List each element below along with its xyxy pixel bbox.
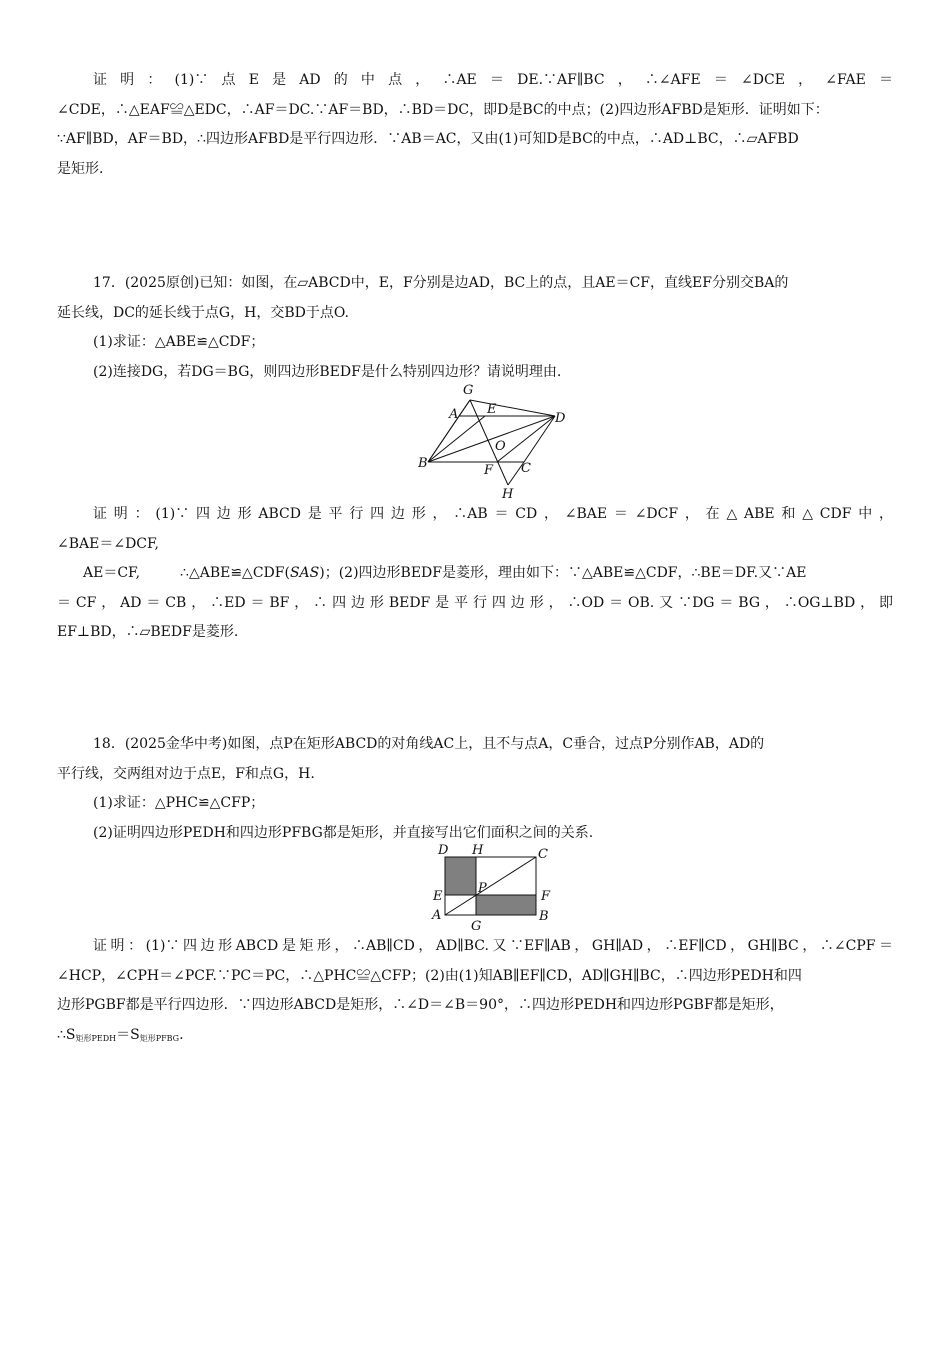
figure-18-label-g: G (471, 919, 482, 932)
solution-17 (57, 500, 893, 648)
solution-18-area-s1: ∴S (57, 1026, 76, 1043)
figure-18-label-c: C (538, 847, 548, 862)
solution-17-line-2: ∠BAE＝∠DCF, (57, 535, 159, 552)
figure-18-label-b: B (539, 909, 549, 924)
problem-18 (57, 730, 893, 848)
figure-17-label-d: D (555, 411, 566, 426)
figure-18-label-e: E (433, 889, 443, 904)
figure-18-label-d: D (438, 843, 449, 858)
solution-16-line-1: 证明：(1)∵点E是AD的中点，∴AE＝DE.∵AF∥BC，∴∠AFE＝∠DCE，∠FAE＝ (93, 72, 893, 88)
problem-17-line-2: 延长线，DC的延长线于点G，H，交BD于点O. (57, 304, 349, 321)
solution-17-line-3-text: ∴△ABE≌△CDF( (180, 565, 290, 581)
figure-18-shaded-rect-pedh (445, 857, 476, 895)
figure-17-label-o: O (495, 439, 506, 454)
figure-17-label-f: F (484, 463, 494, 478)
solution-18-line-3: 边形PGBF都是平行四边形．∵四边形ABCD是矩形，∴∠D＝∠B＝90°，∴四边形PEDH和四边形PGBF都是矩形， (57, 997, 784, 1013)
problem-18-line-2: 平行线，交两组对边于点E，F和点G，H. (57, 765, 315, 782)
solution-18-area-s2: ＝S (116, 1026, 140, 1043)
solution-18-line-1: 证明：(1)∵四边形ABCD是矩形，∴AB∥CD，AD∥BC.又∵EF∥AB，GH∥AD，∴EF∥CD，GH∥BC，∴∠CPF＝ (93, 938, 893, 954)
problem-17 (57, 269, 893, 387)
solution-17-line-4: ＝CF，AD＝CB，∴ED＝BF，∴四边形BEDF是平行四边形，∴OD＝OB.又∵DG＝BG，∴OG⊥BD，即 (57, 594, 893, 611)
figure-18-shaded-rect-pfbg (476, 895, 536, 915)
solution-18-area-end: . (179, 1026, 184, 1043)
problem-18-line-1: 18．(2025金华中考)如图，点P在矩形ABCD的对角线AC上，且不与点A，C垂合，过点P分别作AB，AD的 (93, 736, 765, 752)
figure-17-label-a: A (449, 407, 459, 422)
figure-17-label-b: B (418, 456, 428, 471)
figure-18-diagram (428, 842, 556, 932)
solution-17-line-3 (57, 559, 893, 589)
solution-17-line-1: 证明：(1)∵四边形ABCD是平行四边形，∴AB＝CD，∠BAE＝∠DCF，在△ABE和△CDF中， (93, 506, 893, 522)
problem-17-question-2: (2)连接DG，若DG＝BG，则四边形BEDF是什么特别四边形？请说明理由. (93, 363, 562, 380)
figure-18-label-p: P (478, 881, 487, 896)
figure-17-label-h: H (502, 487, 514, 502)
solution-16-line-4: 是矩形. (57, 160, 104, 177)
solution-18-line-2: ∠HCP，∠CPH＝∠PCF.∵PC＝PC，∴△PHC≌△CFP；(2)由(1)知AB∥EF∥CD，AD∥GH∥BC，∴四边形PEDH和四 (57, 967, 802, 984)
solution-16 (57, 66, 893, 184)
solution-17-line-3-rest: )；(2)四边形BEDF是菱形，理由如下：∵△ABE≌△CDF，∴BE＝DF.又∵AE (319, 565, 807, 581)
solution-18 (57, 932, 893, 1053)
solution-18-area-sub-1: 矩形PEDH (75, 1033, 117, 1043)
problem-17-line-1: 17．(2025原创)已知：如图，在▱ABCD中，E，F分别是边AD，BC上的点，且AE＝CF，直线EF分别交BA的 (93, 275, 789, 291)
solution-18-line-4 (57, 1021, 893, 1054)
problem-18-question-2: (2)证明四边形PEDH和四边形PFBG都是矩形，并直接写出它们面积之间的关系. (93, 824, 594, 841)
figure-18-label-h: H (472, 843, 484, 858)
solution-16-line-2: ∠CDE，∴△EAF≌△EDC，∴AF＝DC.∵AF＝BD，∴BD＝DC，即D是BC的中点；(2)四边形AFBD是矩形．证明如下： (57, 101, 829, 118)
solution-17-sas: SAS (289, 565, 320, 581)
figure-17-diagram (418, 378, 568, 504)
figure-17-label-g: G (463, 383, 474, 398)
solution-18-area-sub-2: 矩形PFBG (139, 1033, 180, 1043)
figure-18-label-a: A (432, 908, 442, 923)
solution-17-condition: AE＝CF, (83, 565, 141, 581)
figure-17-label-e: E (487, 402, 497, 417)
problem-17-question-1: (1)求证：△ABE≌△CDF； (93, 334, 265, 350)
solution-17-line-5: EF⊥BD，∴▱BEDF是菱形. (57, 624, 239, 640)
figure-17-label-c: C (521, 461, 531, 476)
figure-18-label-f: F (541, 889, 551, 904)
solution-16-line-3: ∵AF∥BD，AF＝BD，∴四边形AFBD是平行四边形．∵AB＝AC，又由(1)可知D是BC的中点，∴AD⊥BC，∴▱AFBD (57, 131, 799, 147)
problem-18-question-1: (1)求证：△PHC≌△CFP； (93, 795, 265, 811)
